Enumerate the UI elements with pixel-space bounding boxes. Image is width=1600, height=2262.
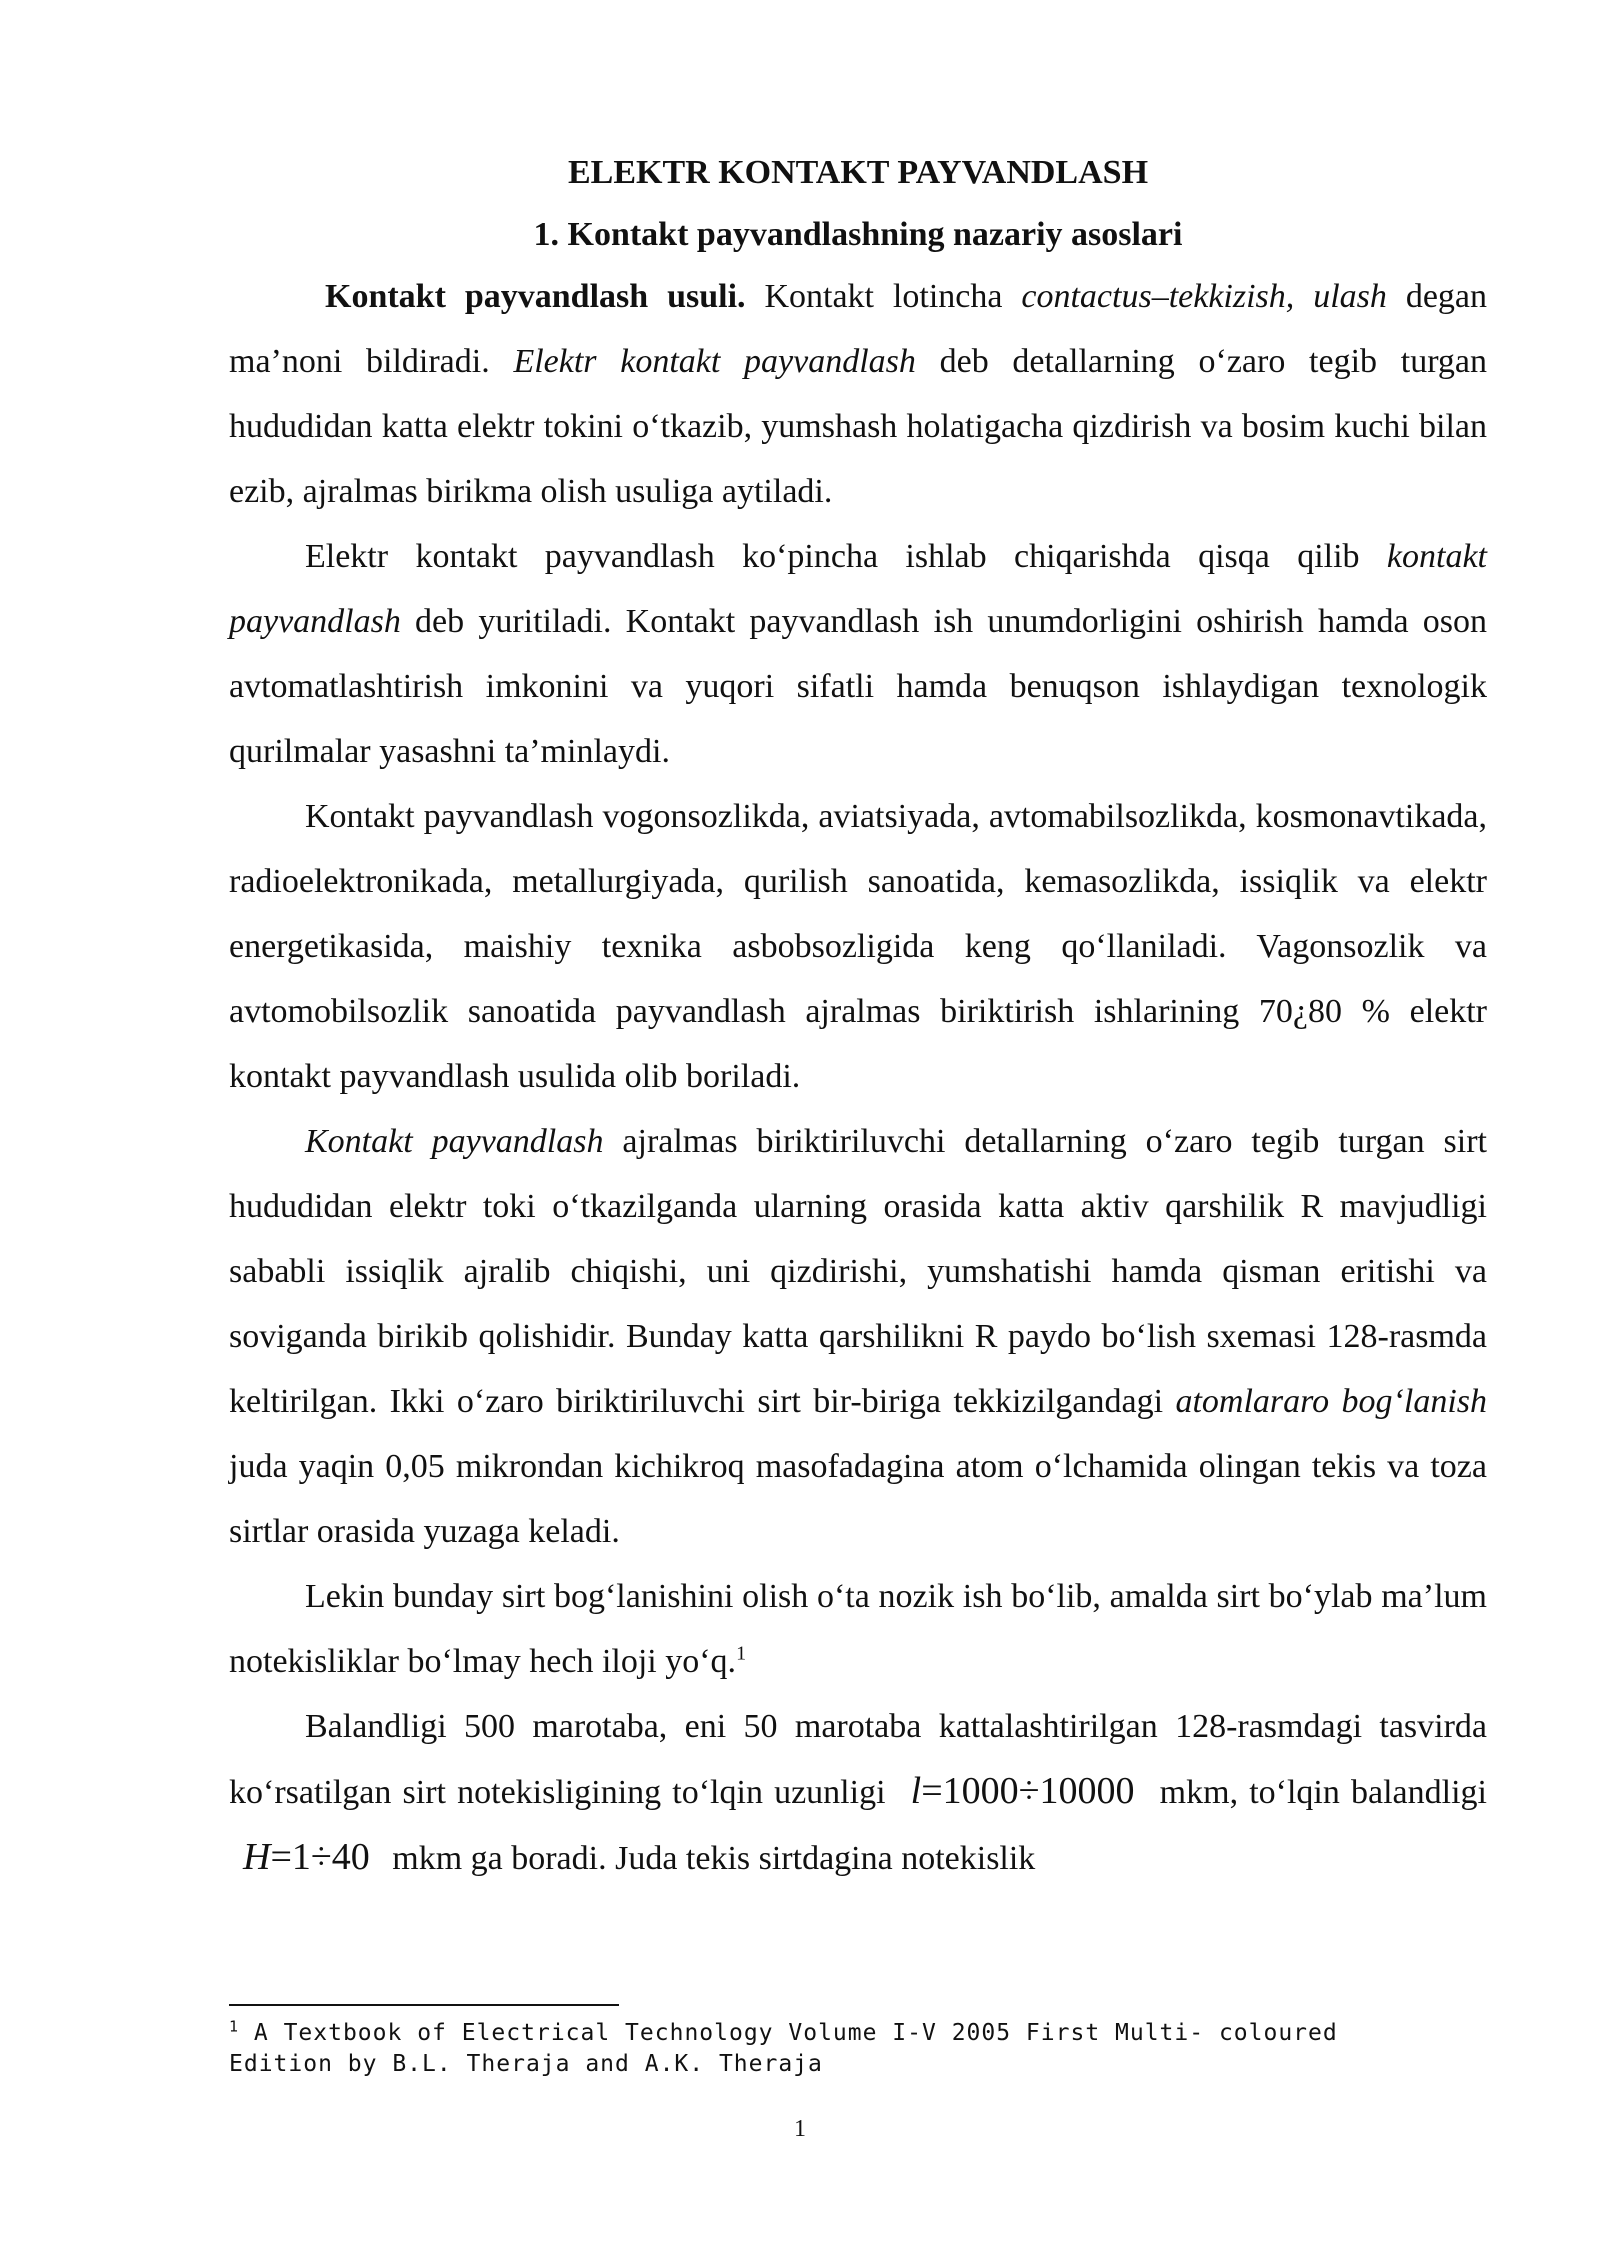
paragraph-2-text-2: deb yuritiladi. Kontakt payvandlash ish unumdorligini oshirish hamda oson avtomatlashtirish imkonini va yuqori sifatli hamda benuqson ishlaydigan texnologik qurilmalar yasashni ta’minlaydi. (229, 603, 1487, 770)
paragraph-1-text-1: Kontakt lotincha (745, 278, 1022, 315)
paragraph-1-italic-2: Elektr kontakt payvandlash (513, 343, 916, 380)
page-number: 1 (794, 2116, 806, 2142)
paragraph-1-italic-1: contactus–tekkizish, ulash (1021, 278, 1387, 315)
paragraph-2-italic-1: kontakt payvandlash (229, 538, 1487, 640)
paragraph-6-text-1: Balandligi 500 marotaba, eni 50 marotaba kattalashtirilgan 128-rasmdagi tasvirda ko‘rsatilgan sirt notekisligining to‘lqin uzunligi (229, 1708, 1487, 1811)
document-page (229, 150, 1487, 1891)
formula-wave-height (229, 1836, 384, 1878)
footnote-marker: 1 (229, 2017, 240, 2036)
footnote (229, 2018, 1429, 2080)
document-title: ELEKTR KONTAKT PAYVANDLASH (567, 154, 1149, 191)
paragraph-1-text-2: degan ma’noni bildiradi. (229, 278, 1488, 380)
footnote-divider (229, 2004, 619, 2006)
paragraph-3 (229, 784, 1487, 1109)
formula-wave-length-expr: =1000÷10000 (921, 1770, 1135, 1812)
paragraph-4-text-1: ajralmas biriktiriluvchi detallarning o‘zaro tegib turgan sirt hududidan elektr toki o‘tkazilganda ularning orasida katta aktiv qarshilik R mavjudligi sababli issiqlik ajralib chiqishi, uni qizdirishi, yumshatishi hamda qisman eritishi va soviganda birikib qolishidir. Bunday katta qarshilikni R paydo bo‘lish sxemasi 128-rasmda keltirilgan. Ikki o‘zaro biriktiriluvchi sirt bir-biriga tekkizilgandagi (229, 1123, 1487, 1420)
paragraph-2 (229, 524, 1487, 784)
paragraph-4-text-2: juda yaqin 0,05 mikrondan kichikroq masofadagina atom o‘lchamida olingan tekis va toza sirtlar orasida yuzaga keladi. (229, 1448, 1487, 1550)
formula-wave-length (897, 1770, 1149, 1812)
paragraph-3-text-1: Kontakt payvandlash vogonsozlikda, aviatsiyada, avtomabilsozlikda, kosmonavtikada, radioelektronikada, metallurgiyada, qurilish sanoatida, kemasozlikda, issiqlik va elektr energetikasida, maishiy texnika asbobsozligida keng qo‘llaniladi. Vagonsozlik va avtomobilsozlik sanoatida payvandlash ajralmas biriktirish ishlarining 70¿80 % elektr kontakt payvandlash usulida olib boriladi. (229, 798, 1487, 1095)
paragraph-6 (229, 1694, 1487, 1891)
paragraph-4-italic-1: Kontakt payvandlash (305, 1123, 604, 1160)
paragraph-1-lead: Kontakt payvandlash usuli. (325, 278, 746, 315)
formula-wave-height-var: H (243, 1836, 271, 1878)
footnote-reference[interactable]: 1 (736, 1642, 747, 1665)
paragraph-1-text-3: deb detallarning o‘zaro tegib turgan hududidan katta elektr tokini o‘tkazib, yumshash holatigacha qizdirish va bosim kuchi bilan ezib, ajralmas birikma olish usuliga aytiladi. (229, 343, 1487, 510)
paragraph-1 (229, 264, 1487, 524)
section-heading: 1. Kontakt payvandlashning nazariy asoslari (533, 216, 1183, 253)
footnote-text: A Textbook of Electrical Technology Volume I-V 2005 First Multi- coloured Edition by B.L. Theraja and A.K. Theraja (229, 2020, 1338, 2077)
paragraph-4 (229, 1109, 1487, 1564)
formula-wave-length-var: l (910, 1770, 922, 1812)
paragraph-2-text-1: Elektr kontakt payvandlash ko‘pincha ishlab chiqarishda qisqa qilib (305, 538, 1387, 575)
paragraph-6-text-2: mkm, to‘lqin balandligi (1148, 1774, 1487, 1811)
paragraph-5-text-1: Lekin bunday sirt bog‘lanishini olish o‘ta nozik ish bo‘lib, amalda sirt bo‘ylab ma’lum notekisliklar bo‘lmay hech iloji yo‘q. (229, 1578, 1487, 1680)
paragraph-4-italic-2: atomlararo bog‘lanish (1175, 1383, 1487, 1420)
formula-wave-height-expr: =1÷40 (270, 1836, 370, 1878)
paragraph-5 (229, 1564, 1487, 1694)
paragraph-6-text-3: mkm ga boradi. Juda tekis sirtdagina notekislik (383, 1840, 1036, 1877)
